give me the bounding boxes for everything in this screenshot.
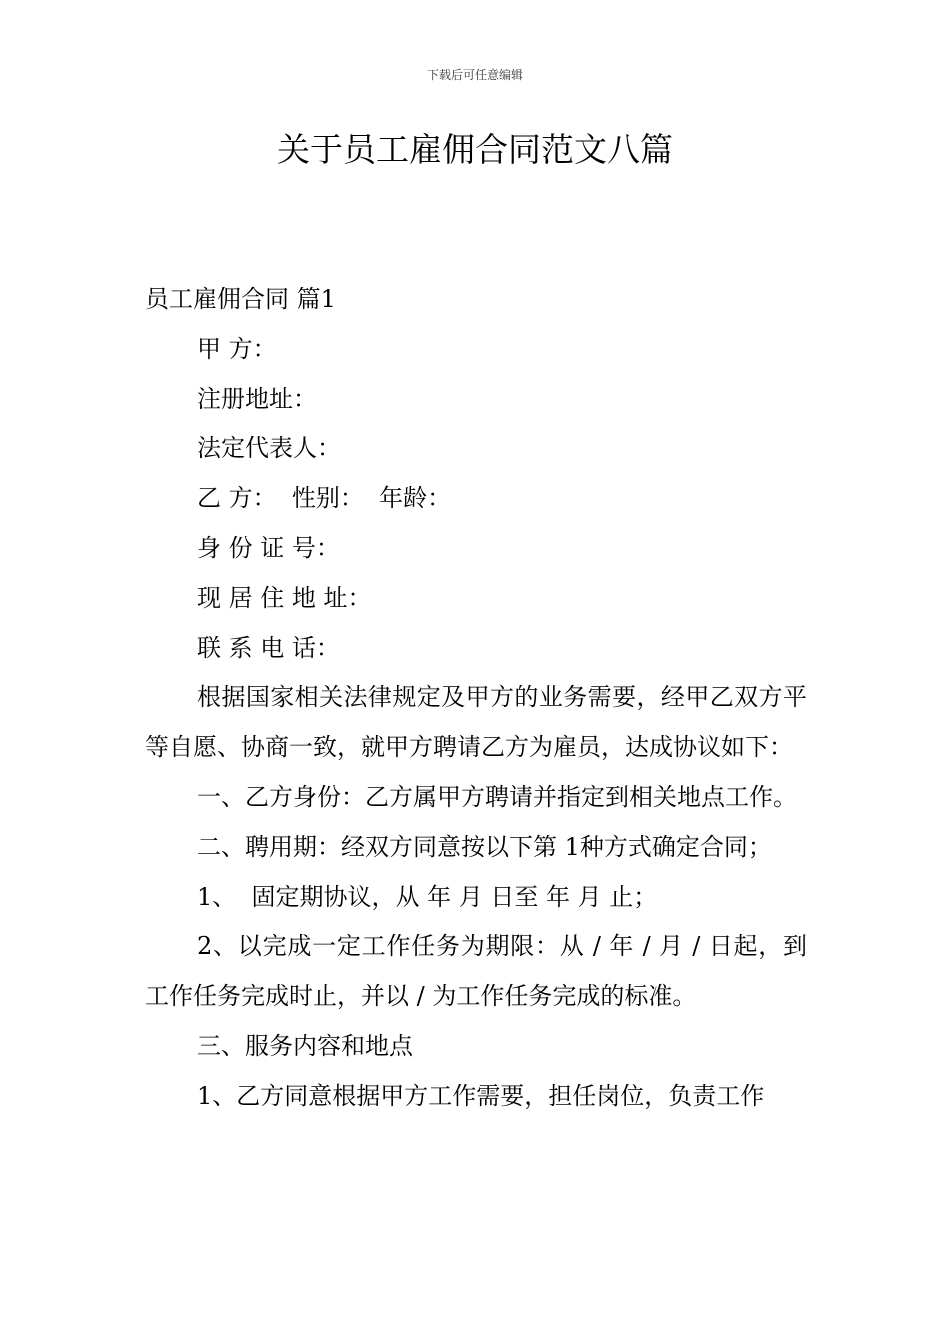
current-address-field: 现 居 住 地 址： xyxy=(197,583,372,612)
section-heading: 员工雇佣合同 篇1 xyxy=(145,285,336,313)
clause-2-item-1: 1、 固定期协议，从 年 月 日至 年 月 止； xyxy=(197,882,658,911)
legal-representative-field: 法定代表人： xyxy=(197,434,341,463)
clause-3-item-1: 1、乙方同意根据甲方工作需要，担任岗位，负责工作 xyxy=(197,1081,765,1110)
clause-2-paragraph: 二、聘用期：经双方同意按以下第 1种方式确定合同； xyxy=(197,832,772,861)
document-title: 关于员工雇佣合同范文八篇 xyxy=(277,130,673,169)
registered-address-field: 注册地址： xyxy=(197,384,317,413)
document-body xyxy=(145,275,807,1122)
page-header-note: 下载后可任意编辑 xyxy=(426,68,523,82)
clause-3-heading: 三、服务内容和地点 xyxy=(197,1031,413,1060)
party-b-field: 乙 方： 性别： 年龄： xyxy=(197,484,452,513)
clause-2-item-2: 2、以完成一定工作任务为期限：从 / 年 / 月 / 日起，到工作任务完成时止，并以 / 为工作任务完成的标准。 xyxy=(145,932,807,1011)
intro-paragraph: 根据国家相关法律规定及甲方的业务需要，经甲乙双方平等自愿、协商一致，就甲方聘请乙方为雇员，达成协议如下： xyxy=(145,683,807,762)
party-a-field: 甲 方： xyxy=(197,334,277,363)
id-number-field: 身 份 证 号： xyxy=(197,533,340,562)
contact-phone-field: 联 系 电 话： xyxy=(197,633,340,662)
clause-1-paragraph: 一、乙方身份：乙方属甲方聘请并指定到相关地点工作。 xyxy=(197,782,797,811)
